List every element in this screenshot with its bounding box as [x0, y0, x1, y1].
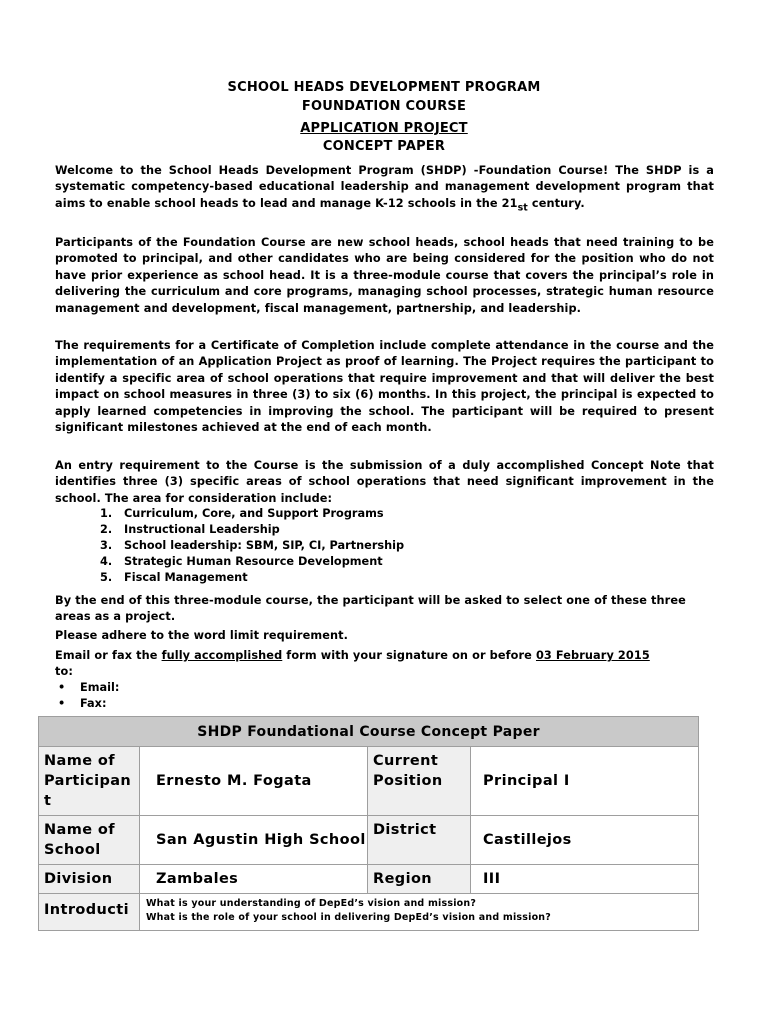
region-label: Region [368, 865, 471, 894]
submission-instructions: Email or fax the fully accomplished form with your signature on or before 03 February 2015 to: [55, 649, 650, 679]
project-title: APPLICATION PROJECT [300, 121, 468, 136]
list-item: 5. Fiscal Management [100, 571, 248, 584]
fax-bullet: • Fax: [58, 697, 107, 710]
areas-list [100, 506, 600, 586]
region-value[interactable]: III [471, 865, 699, 894]
email-bullet: • Email: [58, 681, 120, 694]
paper-title: CONCEPT PAPER [322, 139, 446, 154]
list-item: 3. School leadership: SBM, SIP, CI, Partnership [100, 539, 405, 552]
program-title: SCHOOL HEADS DEVELOPMENT PROGRAM [227, 80, 541, 95]
division-value[interactable]: Zambales [140, 865, 368, 894]
district-label: District [368, 816, 471, 865]
century-suffix: st [517, 202, 528, 214]
list-item: 2. Instructional Leadership [100, 523, 280, 536]
course-title: FOUNDATION COURSE [301, 99, 467, 114]
list-item: 4. Strategic Human Resource Development [100, 555, 383, 568]
participants-paragraph: Participants of the Foundation Course are new school heads, school heads that need training to be promoted to principal, and other candidates who are being considered for the position who do not have prior experience as school head. It is a three-module course that covers the principal’s role in delivering the curriculum and core programs, managing school processes, strategic human resource management and development, fiscal management, partnership, and leadership. [55, 236, 714, 315]
current-position-value[interactable]: Principal I [471, 747, 699, 816]
division-label: Division [39, 865, 140, 894]
email-label: Email: [80, 681, 120, 694]
fax-label: Fax: [80, 697, 107, 710]
list-item: 1. Curriculum, Core, and Support Programs [100, 507, 384, 520]
project-selection-paragraph: By the end of this three-module course, the participant will be asked to select one of these three areas as a project. [55, 594, 686, 624]
school-name-value[interactable]: San Agustin High School [140, 816, 368, 865]
school-role-question: What is the role of your school in delivering DepEd’s vision and mission? [146, 912, 551, 923]
welcome-paragraph [55, 163, 714, 216]
form-title: SHDP Foundational Course Concept Paper [39, 717, 699, 747]
school-name-label: Name of School [39, 816, 140, 865]
introduction-questions[interactable] [140, 894, 699, 931]
welcome-end: century. [527, 196, 585, 210]
vision-question: What is your understanding of DepEd’s vision and mission? [146, 898, 477, 909]
entry-requirement-paragraph: An entry requirement to the Course is the submission of a duly accomplished Concept Note that identifies three (3) specific areas of school operations that need significant improvement in the school. The area for consideration include: [55, 459, 714, 505]
district-value[interactable]: Castillejos [471, 816, 699, 865]
participant-name-label: Name of Participan t [39, 747, 140, 816]
welcome-text: Welcome to the School Heads Development Program (SHDP) -Foundation Course! The SHDP is a systematic competency-based educational leadership and management development program that aims to enable school heads to lead and manage K-12 schools in the 21 [55, 164, 714, 210]
requirements-paragraph: The requirements for a Certificate of Completion include complete attendance in the course and the implementation of an Application Project as proof of learning. The Project requires the participant to identify a specific area of school operations that require improvement and that will deliver the best impact on school measures in three (3) to six (6) months. In this project, the principal is expected to apply learned competencies in improving the school. The participant will be required to present significant milestones achieved at the end of each month. [55, 339, 714, 435]
current-position-label: Current Position [368, 747, 471, 816]
concept-paper-form [38, 716, 699, 931]
introduction-label: Introducti [39, 894, 140, 931]
word-limit-note: Please adhere to the word limit requirement. [55, 629, 349, 642]
participant-name-value[interactable]: Ernesto M. Fogata [140, 747, 368, 816]
